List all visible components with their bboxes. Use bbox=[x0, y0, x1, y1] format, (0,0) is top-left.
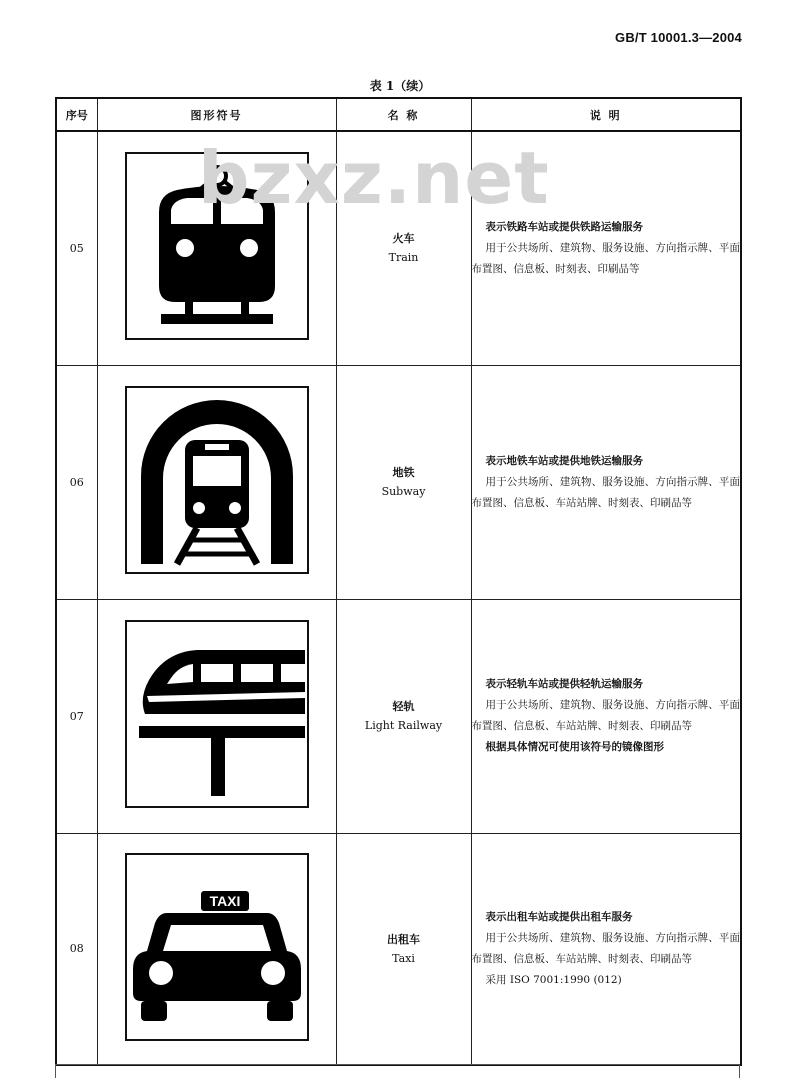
description-line: 用于公共场所、建筑物、服务设施、方向指示牌、平面布置图、信息板、车站站牌、时刻表、印刷品等 bbox=[471, 475, 740, 509]
taxi-sign-label: TAXI bbox=[209, 892, 240, 909]
table-header-row bbox=[56, 98, 741, 131]
light-railway-icon bbox=[125, 620, 309, 808]
taxi-icon bbox=[125, 853, 309, 1041]
symbol-name-cn: 地铁 bbox=[392, 466, 415, 479]
table-caption: 表 1（续） bbox=[369, 79, 431, 93]
table-row bbox=[56, 833, 741, 1065]
symbol-name-cn: 轻轨 bbox=[392, 700, 415, 713]
row-seq: 08 bbox=[56, 833, 97, 1065]
row-seq: 05 bbox=[56, 131, 97, 365]
row-seq: 06 bbox=[56, 365, 97, 599]
column-header-name: 名 称 bbox=[336, 98, 471, 131]
train-icon bbox=[125, 152, 309, 340]
table-row bbox=[56, 131, 741, 365]
description-line: 采用 ISO 7001:1990 (012) bbox=[485, 973, 622, 986]
row-seq: 07 bbox=[56, 599, 97, 833]
description-line: 用于公共场所、建筑物、服务设施、方向指示牌、平面布置图、信息板、车站站牌、时刻表、印刷品等 bbox=[471, 699, 740, 732]
column-header-symbol: 图形符号 bbox=[97, 98, 336, 131]
symbol-name-cn: 火车 bbox=[392, 232, 415, 246]
subway-icon bbox=[125, 386, 309, 574]
description-line: 根据具体情况可使用该符号的镜像图形 bbox=[485, 741, 664, 753]
description-line: 用于公共场所、建筑物、服务设施、方向指示牌、平面布置图、信息板、车站站牌、时刻表、印刷品等 bbox=[471, 931, 740, 965]
column-header-description: 说 明 bbox=[471, 98, 741, 131]
description-line: 表示铁路车站或提供铁路运输服务 bbox=[485, 220, 643, 233]
watermark: bzxz.net bbox=[198, 136, 550, 220]
standard-code: GB/T 10001.3—2004 bbox=[615, 30, 742, 45]
description-line: 用于公共场所、建筑物、服务设施、方向指示牌、平面布置图、信息板、时刻表、印刷品等 bbox=[471, 241, 740, 275]
symbols-table bbox=[55, 97, 742, 1066]
description-line: 表示出租车站或提供出租车服务 bbox=[485, 910, 633, 923]
symbol-name-en: Taxi bbox=[392, 951, 415, 965]
description-line: 表示地铁车站或提供地铁运输服务 bbox=[485, 454, 643, 467]
table-row bbox=[56, 599, 741, 833]
symbol-name-cn: 出租车 bbox=[387, 932, 420, 946]
symbol-name-en: Train bbox=[388, 251, 419, 265]
symbol-name-en: Light Railway bbox=[364, 719, 443, 732]
symbol-name-en: Subway bbox=[381, 485, 426, 498]
description-line: 表示轻轨车站或提供轻轨运输服务 bbox=[485, 678, 643, 690]
column-header-seq: 序号 bbox=[56, 98, 97, 131]
table-row bbox=[56, 365, 741, 599]
